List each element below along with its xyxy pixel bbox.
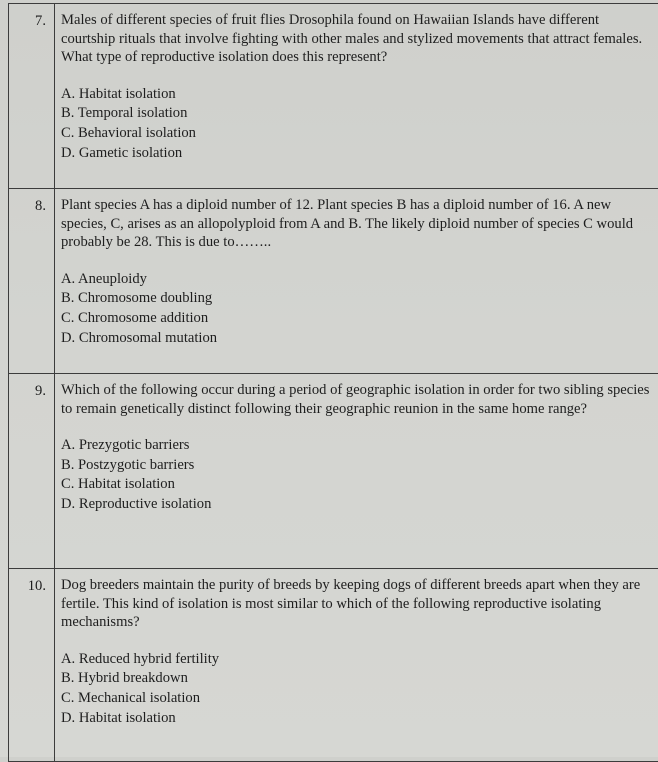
question-cell — [55, 569, 658, 762]
option-a: A. Habitat isolation — [61, 85, 651, 105]
question-stem: Dog breeders maintain the purity of breeds by keeping dogs of different breeds apart when they are fertile. This kind of isolation is most similar to which of the following reproductive isolating mechanisms? — [61, 576, 651, 632]
question-stem: Which of the following occur during a period of geographic isolation in order for two sibling species to remain genetically distinct following their geographic reunion in the same home range? — [61, 381, 651, 418]
option-d: D. Chromosomal mutation — [61, 329, 651, 349]
question-cell — [55, 4, 658, 189]
answer-options — [61, 436, 651, 514]
question-table — [8, 3, 658, 762]
question-cell — [55, 374, 658, 569]
option-d: D. Reproductive isolation — [61, 495, 651, 515]
option-c: C. Chromosome addition — [61, 309, 651, 329]
question-number: 8. — [9, 189, 55, 374]
question-row — [9, 4, 658, 189]
question-number: 10. — [9, 569, 55, 762]
option-b: B. Postzygotic barriers — [61, 456, 651, 476]
question-cell — [55, 189, 658, 374]
question-row — [9, 374, 658, 569]
question-row — [9, 569, 658, 762]
answer-options — [61, 650, 651, 728]
option-c: C. Mechanical isolation — [61, 689, 651, 709]
option-a: A. Prezygotic barriers — [61, 436, 651, 456]
question-stem: Plant species A has a diploid number of 12. Plant species B has a diploid number of 16. A new species, C, arises as an allopolyploid from A and B. The likely diploid number of species C would probably be 28. This is due to…….. — [61, 196, 651, 252]
answer-options — [61, 85, 651, 163]
question-stem: Males of different species of fruit flies Drosophila found on Hawaiian Islands have different courtship rituals that involve fighting with other males and stylized movements that attract females. What type of reproductive isolation does this represent? — [61, 11, 651, 67]
answer-options — [61, 270, 651, 348]
option-b: B. Temporal isolation — [61, 104, 651, 124]
question-number: 9. — [9, 374, 55, 569]
option-b: B. Chromosome doubling — [61, 289, 651, 309]
question-row — [9, 189, 658, 374]
option-c: C. Behavioral isolation — [61, 124, 651, 144]
option-d: D. Gametic isolation — [61, 144, 651, 164]
option-c: C. Habitat isolation — [61, 475, 651, 495]
option-a: A. Aneuploidy — [61, 270, 651, 290]
option-a: A. Reduced hybrid fertility — [61, 650, 651, 670]
option-b: B. Hybrid breakdown — [61, 669, 651, 689]
option-d: D. Habitat isolation — [61, 709, 651, 729]
question-number: 7. — [9, 4, 55, 189]
